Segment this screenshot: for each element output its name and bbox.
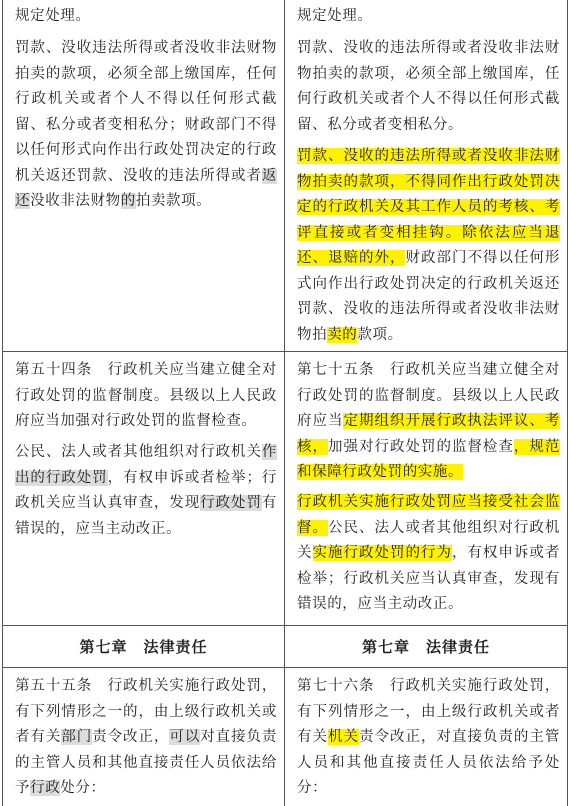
comparison-table <box>2 0 568 806</box>
old-text-cell <box>3 0 285 351</box>
gray-highlight: 的 <box>120 193 136 209</box>
text-span: 处分： <box>60 780 106 796</box>
paragraph: 第五十四条 行政机关应当建立健全对行政处罚的监督制度。县级以上人民政府应当加强对行政处罚的监督检查。 <box>15 362 277 429</box>
text-span: 责令改正，对直接负责的主管人员和其他直接责任人员依法给予处分： <box>297 729 561 796</box>
paragraph: 规定处理。 <box>15 8 91 24</box>
text-span: 财政部门不得以任何形式向作出行政处罚决定的行政机关返还罚款、没收的违法所得或者没收非法财物拍 <box>297 250 561 343</box>
old-text-cell <box>3 626 285 667</box>
gray-highlight: 可以 <box>169 729 201 745</box>
text-span: 责令改正， <box>92 729 170 745</box>
paragraph <box>15 674 277 802</box>
gray-highlight: 返还 <box>15 167 277 209</box>
yellow-highlight: ，规范和保障行政处罚的实施。 <box>297 438 561 480</box>
new-text-cell <box>285 0 567 351</box>
chapter-row <box>3 626 567 668</box>
text-span: 没收非法财物 <box>30 193 121 209</box>
yellow-highlight: 罚款、没收的违法所得或者没收非法财物拍卖的款项，不得同作出行政处罚决定的行政机关及其工作人员的考核、考评直接或者变相挂钩。除依法应当退还、退赔的外， <box>297 148 560 266</box>
text-span: 款项。 <box>357 326 403 343</box>
yellow-highlight: 卖的 <box>327 326 358 343</box>
chapter-heading: 第七章 法律责任 <box>79 638 208 656</box>
paragraph <box>297 674 560 802</box>
yellow-highlight: 机关 <box>328 729 359 745</box>
paragraph <box>297 144 560 348</box>
old-text-cell <box>3 668 285 806</box>
chapter-heading: 第七章 法律责任 <box>361 638 490 656</box>
text-span: 罚款、没收违法所得或者没收非法财物拍卖的款项，必须全部上缴国库，任何行政机关或者个人不得以任何形式截留、私分或者变相私分；财政部门不得以任何形式向作出行政处罚决定的行政机关返还罚款、没收的违法所得或者 <box>15 40 277 184</box>
paragraph <box>297 490 560 618</box>
new-text-cell <box>285 668 567 806</box>
text-span: 第五十五条 行政机关实施行政处罚，有下列情形之一的，由上级行政机关或者有关 <box>15 678 277 745</box>
text-span: 对直接负责的主管人员和其他直接责任人员依法给予 <box>15 729 278 796</box>
paragraph: 规定处理。 <box>297 8 373 24</box>
text-span: 公民、法人或者其他组织对行政机关 <box>15 444 262 460</box>
gray-highlight: 行政处罚 <box>200 495 262 511</box>
table-row <box>3 668 567 806</box>
paragraph <box>15 440 277 542</box>
paragraph: 罚款、没收的违法所得或者没收非法财物拍卖的款项，必须全部上缴国库，任何行政机关或者个人不得以任何形式截留、私分或者变相私分。 <box>297 40 560 133</box>
table-row <box>3 0 567 352</box>
text-span: 有错误的，应当主动改正。 <box>15 495 278 537</box>
text-span: ，有权申诉或者检举；行政机关应当认真审查，发现有错误的，应当主动改正。 <box>297 545 560 612</box>
text-span: 加强对行政处罚的监督检查 <box>328 438 514 455</box>
old-text-cell <box>3 352 285 625</box>
new-text-cell <box>285 352 567 625</box>
text-span: 公民、法人或者其他组织对行政机关 <box>297 519 561 561</box>
gray-highlight: 部门 <box>61 729 93 745</box>
yellow-highlight: 定期组织开展行政执法评议、考核， <box>297 413 560 455</box>
text-span: ，有权申诉或者检举；行政机关应当认真审查，发现 <box>15 469 277 511</box>
paragraph <box>15 36 277 215</box>
text-span: 第七十六条 行政机关实施行政处罚，有下列情形之一，由上级行政机关或者有关 <box>297 678 560 745</box>
table-row <box>3 352 567 626</box>
text-span: 拍卖款项。 <box>135 193 212 209</box>
gray-highlight: 行政 <box>30 780 61 796</box>
gray-highlight: 作出的行政处罚 <box>15 444 277 486</box>
text-span: 第七十五条 行政机关应当建立健全对行政处罚的监督制度。县级以上人民政府应当 <box>297 362 560 429</box>
yellow-highlight: 实施行政处罚的行为 <box>312 545 452 561</box>
new-text-cell <box>285 626 567 667</box>
paragraph <box>297 358 560 486</box>
yellow-highlight: 行政机关实施行政处罚应当接受社会监督。 <box>297 494 560 536</box>
